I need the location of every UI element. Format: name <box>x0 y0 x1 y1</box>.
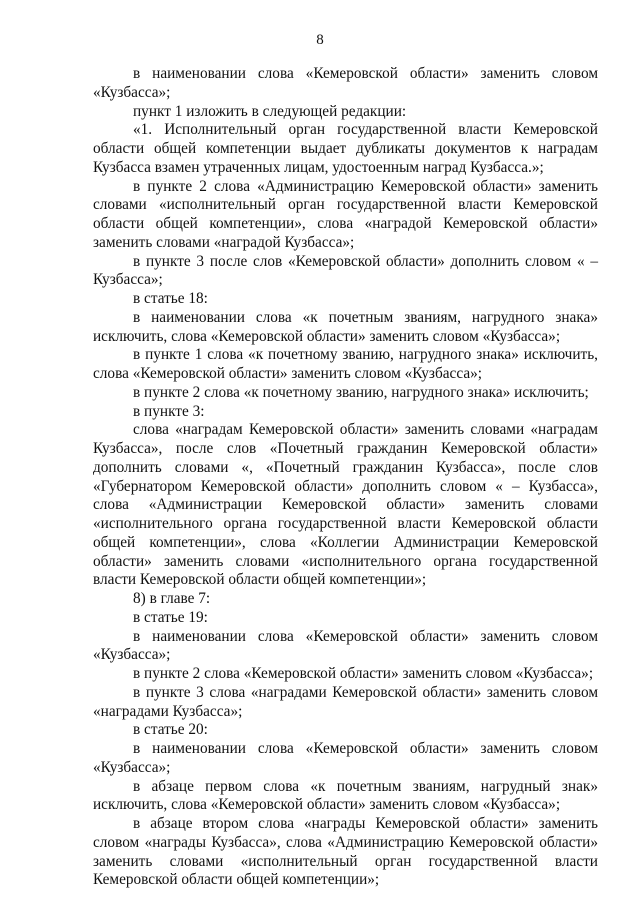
paragraph-20: в абзаце втором слова «награды Кемеровской области» заменить словом «награды Кузбасса», слова «Администрацию Кемеровской области» заменить словами «исполнительный орган государственной власти Кемеровской области общей компетенции»; <box>93 815 598 889</box>
paragraph-14: в наименовании слова «Кемеровской области» заменить словом «Кузбасса»; <box>93 627 598 664</box>
paragraph-17: в статье 20: <box>133 721 208 739</box>
paragraph-7: в наименовании слова «к почетным званиям, нагрудного знака» исключить, слова «Кемеровской области» заменить словом «Кузбасса»; <box>93 308 598 345</box>
paragraph-18: в наименовании слова «Кемеровской области» заменить словом «Кузбасса»; <box>93 740 598 776</box>
paragraph-5: в пункте 3 после слов «Кемеровской области» дополнить словом « – Кузбасса»; <box>93 252 598 289</box>
paragraph-8: в пункте 1 слова «к почетному званию, нагрудного знака» исключить, слова «Кемеровской области» заменить словом «Кузбасса»; <box>93 346 598 382</box>
page-number: 8 <box>316 32 324 48</box>
paragraph-6: в статье 18: <box>133 290 208 307</box>
paragraph-1: в наименовании слова «Кемеровской области» заменить словом «Кузбасса»; <box>93 65 598 101</box>
paragraph-15: в пункте 2 слова «Кемеровской области» заменить словом «Кузбасса»; <box>133 665 594 682</box>
paragraph-19: в абзаце первом слова «к почетным званиям, нагрудный знак» исключить, слова «Кемеровской области» заменить словом «Кузбасса»; <box>93 777 598 814</box>
paragraph-12: 8) в главе 7: <box>133 590 211 607</box>
paragraph-2: пункт 1 изложить в следующей редакции: <box>133 102 407 120</box>
paragraph-13: в статье 19: <box>133 608 208 626</box>
paragraph-16: в пункте 3 слова «наградами Кемеровской области» заменить словом «наградами Кузбасса»; <box>93 683 598 720</box>
paragraph-4: в пункте 2 слова «Администрацию Кемеровской области» заменить словами «исполнительный орган государственной власти Кемеровской области общей компетенции», слова «наградой Кемеровской области» заменить словами «наградой Кузбасса»; <box>93 177 598 251</box>
paragraph-11: слова «наградам Кемеровской области» заменить словами «наградам Кузбасса», после слов «Почетный гражданин Кемеровской области» дополнить словами «, «Почетный гражданин Кузбасса», после слов «Губернатором Кемеровской области» дополнить словом « – Кузбасса», слова «Администрации Кемеровской области» заменить словами «исполнительного органа государственной власти Кемеровской области общей компетенции», слова «Коллегии Администрации Кемеровской области» заменить словами «исполнительного органа государственной власти Кемеровской области общей компетенции»; <box>93 421 598 589</box>
paragraph-9: в пункте 2 слова «к почетному званию, нагрудного знака» исключить; <box>133 383 589 401</box>
paragraph-10: в пункте 3: <box>133 402 205 420</box>
document-body <box>93 65 598 890</box>
paragraph-3: «1. Исполнительный орган государственной власти Кемеровской области общей компетенции выдает дубликаты документов к наградам Кузбасса взамен утраченных лицам, удостоенным наград Кузбасса.»; <box>93 121 598 176</box>
